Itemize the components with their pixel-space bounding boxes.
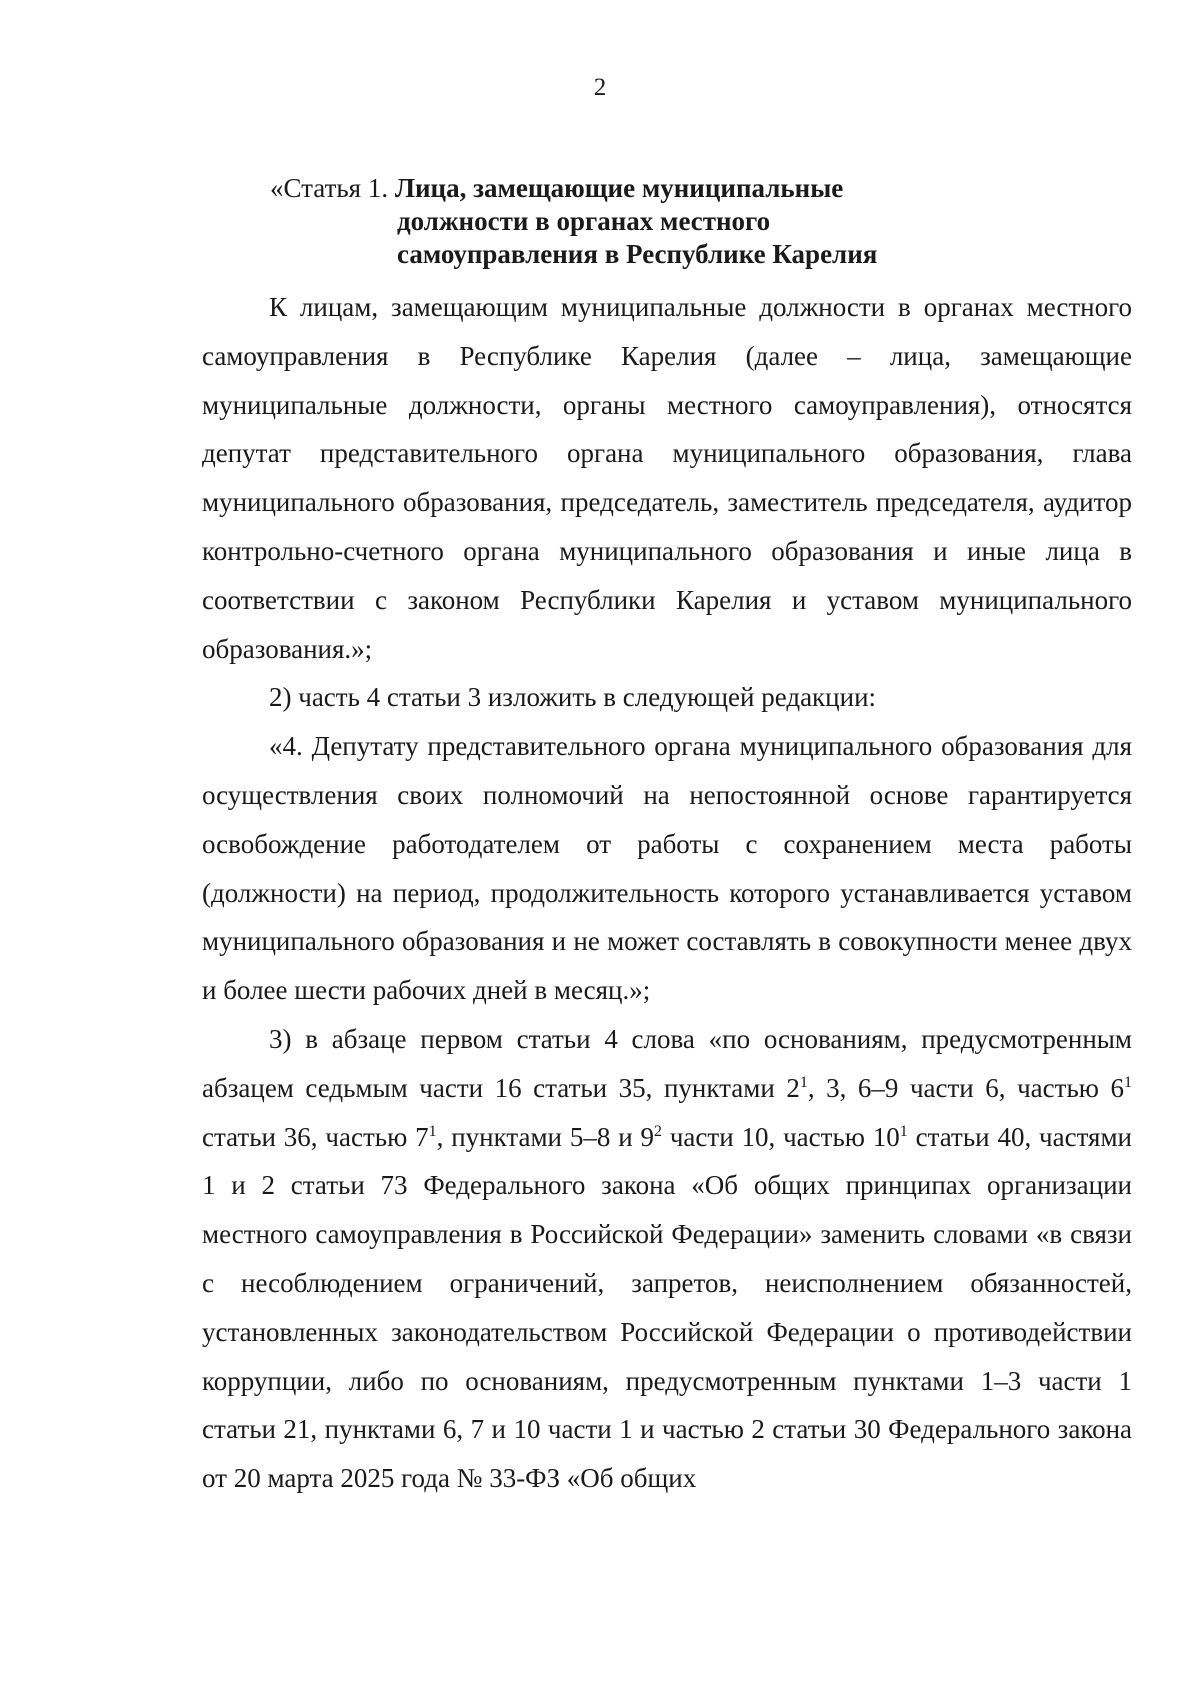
article-title-line-3: самоуправления в Республике Карелия <box>397 239 878 269</box>
article-title-line-1: Лица, замещающие муниципальные <box>394 173 844 203</box>
superscript: 1 <box>899 1122 908 1140</box>
article-label: «Статья 1. <box>270 173 395 203</box>
superscript: 2 <box>654 1122 662 1140</box>
text-run: статьи 36, частью 7 <box>202 1121 429 1152</box>
article-heading <box>270 172 990 271</box>
text-run: статьи 40, частями 1 и 2 статьи 73 Федерального закона «Об общих принципах организации местного самоуправления в Российской Федерации» заменить словами «в связи с несоблюдением ограничений, запретов, неисполнением обязанностей, установленных законодательством Российской Федерации о противодействии коррупции, либо по основаниям, предусмотренным пунктами 1–3 части 1 статьи 21, пунктами 6, 7 и 10 части 1 и частью 2 статьи 30 Федерального закона от 20 марта 2025 года № 33-ФЗ «Об общих <box>202 1121 1132 1494</box>
page-number: 2 <box>593 74 607 101</box>
paragraph-part-4-text: «4. Депутату представительного органа муниципального образования для осуществления своих полномочий на непостоянной основе гарантируется освобождение работодателем от работы с сохранением места работы (должности) на период, продолжительность которого устанавливается уставом муниципального образования и не может составлять в совокупности менее двух и более шести рабочих дней в месяц.»; <box>202 731 1132 1006</box>
text-run: , пунктами 5–8 и 9 <box>436 1121 654 1152</box>
text-run: , 3, 6–9 части 6, частью 6 <box>807 1072 1124 1103</box>
paragraph-item-3 <box>202 1015 1132 1503</box>
superscript: 1 <box>1123 1073 1132 1091</box>
article-title-line-2: должности в органах местного <box>397 206 771 236</box>
text-run: 3) в абзаце первом статьи 4 слова «по основаниям, предусмотренным абзацем седьмым части 16 статьи 35, пунктами 2 <box>202 1023 1132 1103</box>
superscript: 1 <box>799 1073 808 1091</box>
text-run: части 10, частью 10 <box>662 1121 900 1152</box>
paragraph-article-1-text: К лицам, замещающим муниципальные должности в органах местного самоуправления в Республике Карелия (далее – лица, замещающие муниципальные должности, органы местного самоуправления), относятся депутат представительного органа муниципального образования, глава муниципального образования, председатель, заместитель председателя, аудитор контрольно-счетного органа муниципального образования и иные лица в соответствии с законом Республики Карелия и уставом муниципального образования.»; <box>202 292 1132 664</box>
document-body <box>202 283 1132 1503</box>
paragraph-item-2: 2) часть 4 статьи 3 изложить в следующей редакции: <box>269 682 877 713</box>
superscript: 1 <box>428 1122 437 1140</box>
